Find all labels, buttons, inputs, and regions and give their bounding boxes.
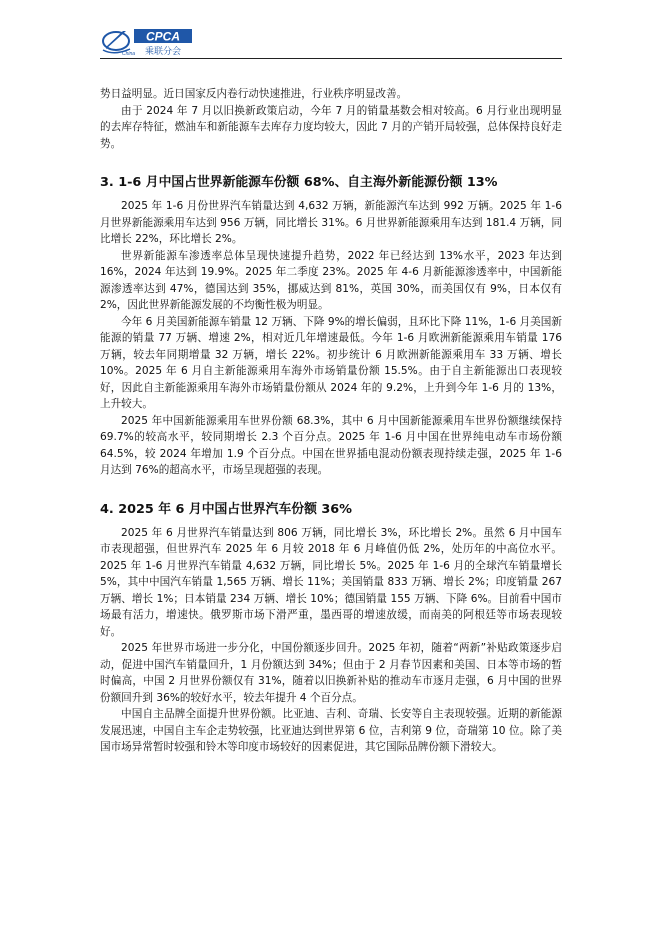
logo-subtext: 乘联分会 [144, 47, 182, 57]
cpca-logo [100, 22, 196, 58]
intro-paragraph-2: 由于 2024 年 7 月以旧换新政策启动，今年 7 月的销量基数会相对较高。6 月行业出现明显的去库存特征，燃油车和新能源车去库存力度均较大，因此 7 月的产销开局较强，总体保持良好走势。 [100, 104, 562, 150]
section-3-paragraph-3: 今年 6 月美国新能源车销量 12 万辆、下降 9%的增长偏弱，且环比下降 11%，1-6 月美国新能源的销量 77 万辆、增速 2%，相对近几年增速最低。今年 1-6 月欧洲新能源乘用车销量 176 万辆，较去年同期增量 32 万辆，增长 22%。初步统计 6 月欧洲新能源乘用车 33 万辆、增长 10%。2025 年 6 月自主新能源乘用车海外市场销量份额 15.5%。由于自主新能源出口表现较好，因此自主新能源乘用车海外市场销量份额从 2024 年的 9.2%，上升到今年 1-6 月的 13%，上升较大。 [100, 315, 562, 410]
article-body [100, 86, 562, 756]
intro-paragraph-1: 势日益明显。近日国家反内卷行动快速推进，行业秩序明显改善。 [100, 88, 408, 100]
logo-wordmark: CPCA [145, 29, 181, 44]
svg-text:China: China [122, 51, 136, 57]
section-4-paragraph-2: 2025 年世界市场进一步分化，中国份额逐步回升。2025 年初，随着“两新”补贴政策逐步启动，促进中国汽车销量回升，1 月份额达到 34%；但由于 2 月春节因素和美国、日本等市场的暂时偏高，中国 2 月世界份额仅有 31%，随着以旧换新补贴的推动车市逐月走强，6 月中国的世界份额回升到 36%的较好水平，较去年提升 4 个百分点。 [100, 642, 562, 704]
section-4-paragraph-1: 2025 年 6 月世界汽车销量达到 806 万辆，同比增长 3%，环比增长 2%。虽然 6 月中国车市表现超强，但世界汽车 2025 年 6 月较 2018 年 6 月峰值仍低 2%，处历年的中高位水平。2025 年 1-6 月世界汽车销量 4,632 万辆，同比增长 5%。2025 年 1-6 月的全球汽车销量增长 5%，其中中国汽车销量 1,565 万辆、增长 11%；美国销量 833 万辆、增长 2%；印度销量 267 万辆、增长 1%；日本销量 234 万辆、增长 10%；德国销量 155 万辆、下降 6%。目前看中国市场最有活力，增速快。俄罗斯市场下滑严重，墨西哥的增速放缓，而南美的阿根廷等市场表现较好。 [100, 526, 562, 638]
section-3-heading: 3. 1-6 月中国占世界新能源车份额 68%、自主海外新能源份额 13% [100, 175, 498, 190]
section-3-paragraph-4: 2025 年中国新能源乘用车世界份额 68.3%，其中 6 月中国新能源乘用车世界份额继续保持 69.7%的较高水平，较同期增长 2.3 个百分点。2025 年 1-6 月中国在世界纯电动车市场份额 64.5%，较 2024 年增加 1.9 个百分点。中国在世界插电混动份额表现持续走强，2025 年 1-6 月达到 76%的超高水平，市场呈现超强的表现。 [100, 414, 562, 476]
section-4-heading: 4. 2025 年 6 月中国占世界汽车份额 36% [100, 501, 352, 517]
page-header [100, 22, 562, 60]
section-3-paragraph-2: 世界新能源车渗透率总体呈现快速提升趋势，2022 年已经达到 13%水平，2023 年达到 16%，2024 年达到 19.9%。2025 年二季度 23%。2025 年 4-6 月新能源渗透率中，中国新能源渗透率达到 47%，德国达到 35%，挪威达到 81%，英国 30%，而美国仅有 9%，日本仅有 2%，因此世界新能源发展的不均衡性极为明显。 [100, 249, 562, 311]
section-4-paragraph-3: 中国自主品牌全面提升世界份额。比亚迪、吉利、奇瑞、长安等自主表现较强。近期的新能源发展迅速，中国自主车企走势较强，比亚迪达到世界第 6 位，吉利第 9 位，奇瑞第 10 位。除了美国市场异常暂时较强和铃木等印度市场较好的因素促进，其它国际品牌份额下滑较大。 [100, 708, 562, 753]
section-3-paragraph-1: 2025 年 1-6 月份世界汽车销量达到 4,632 万辆，新能源汽车达到 992 万辆。2025 年 1-6 月世界新能源乘用车达到 956 万辆，同比增长 31%。6 月世界新能源乘用车达到 181.4 万辆，同比增长 22%，环比增长 2%。 [100, 200, 562, 245]
header-rule [100, 58, 562, 59]
